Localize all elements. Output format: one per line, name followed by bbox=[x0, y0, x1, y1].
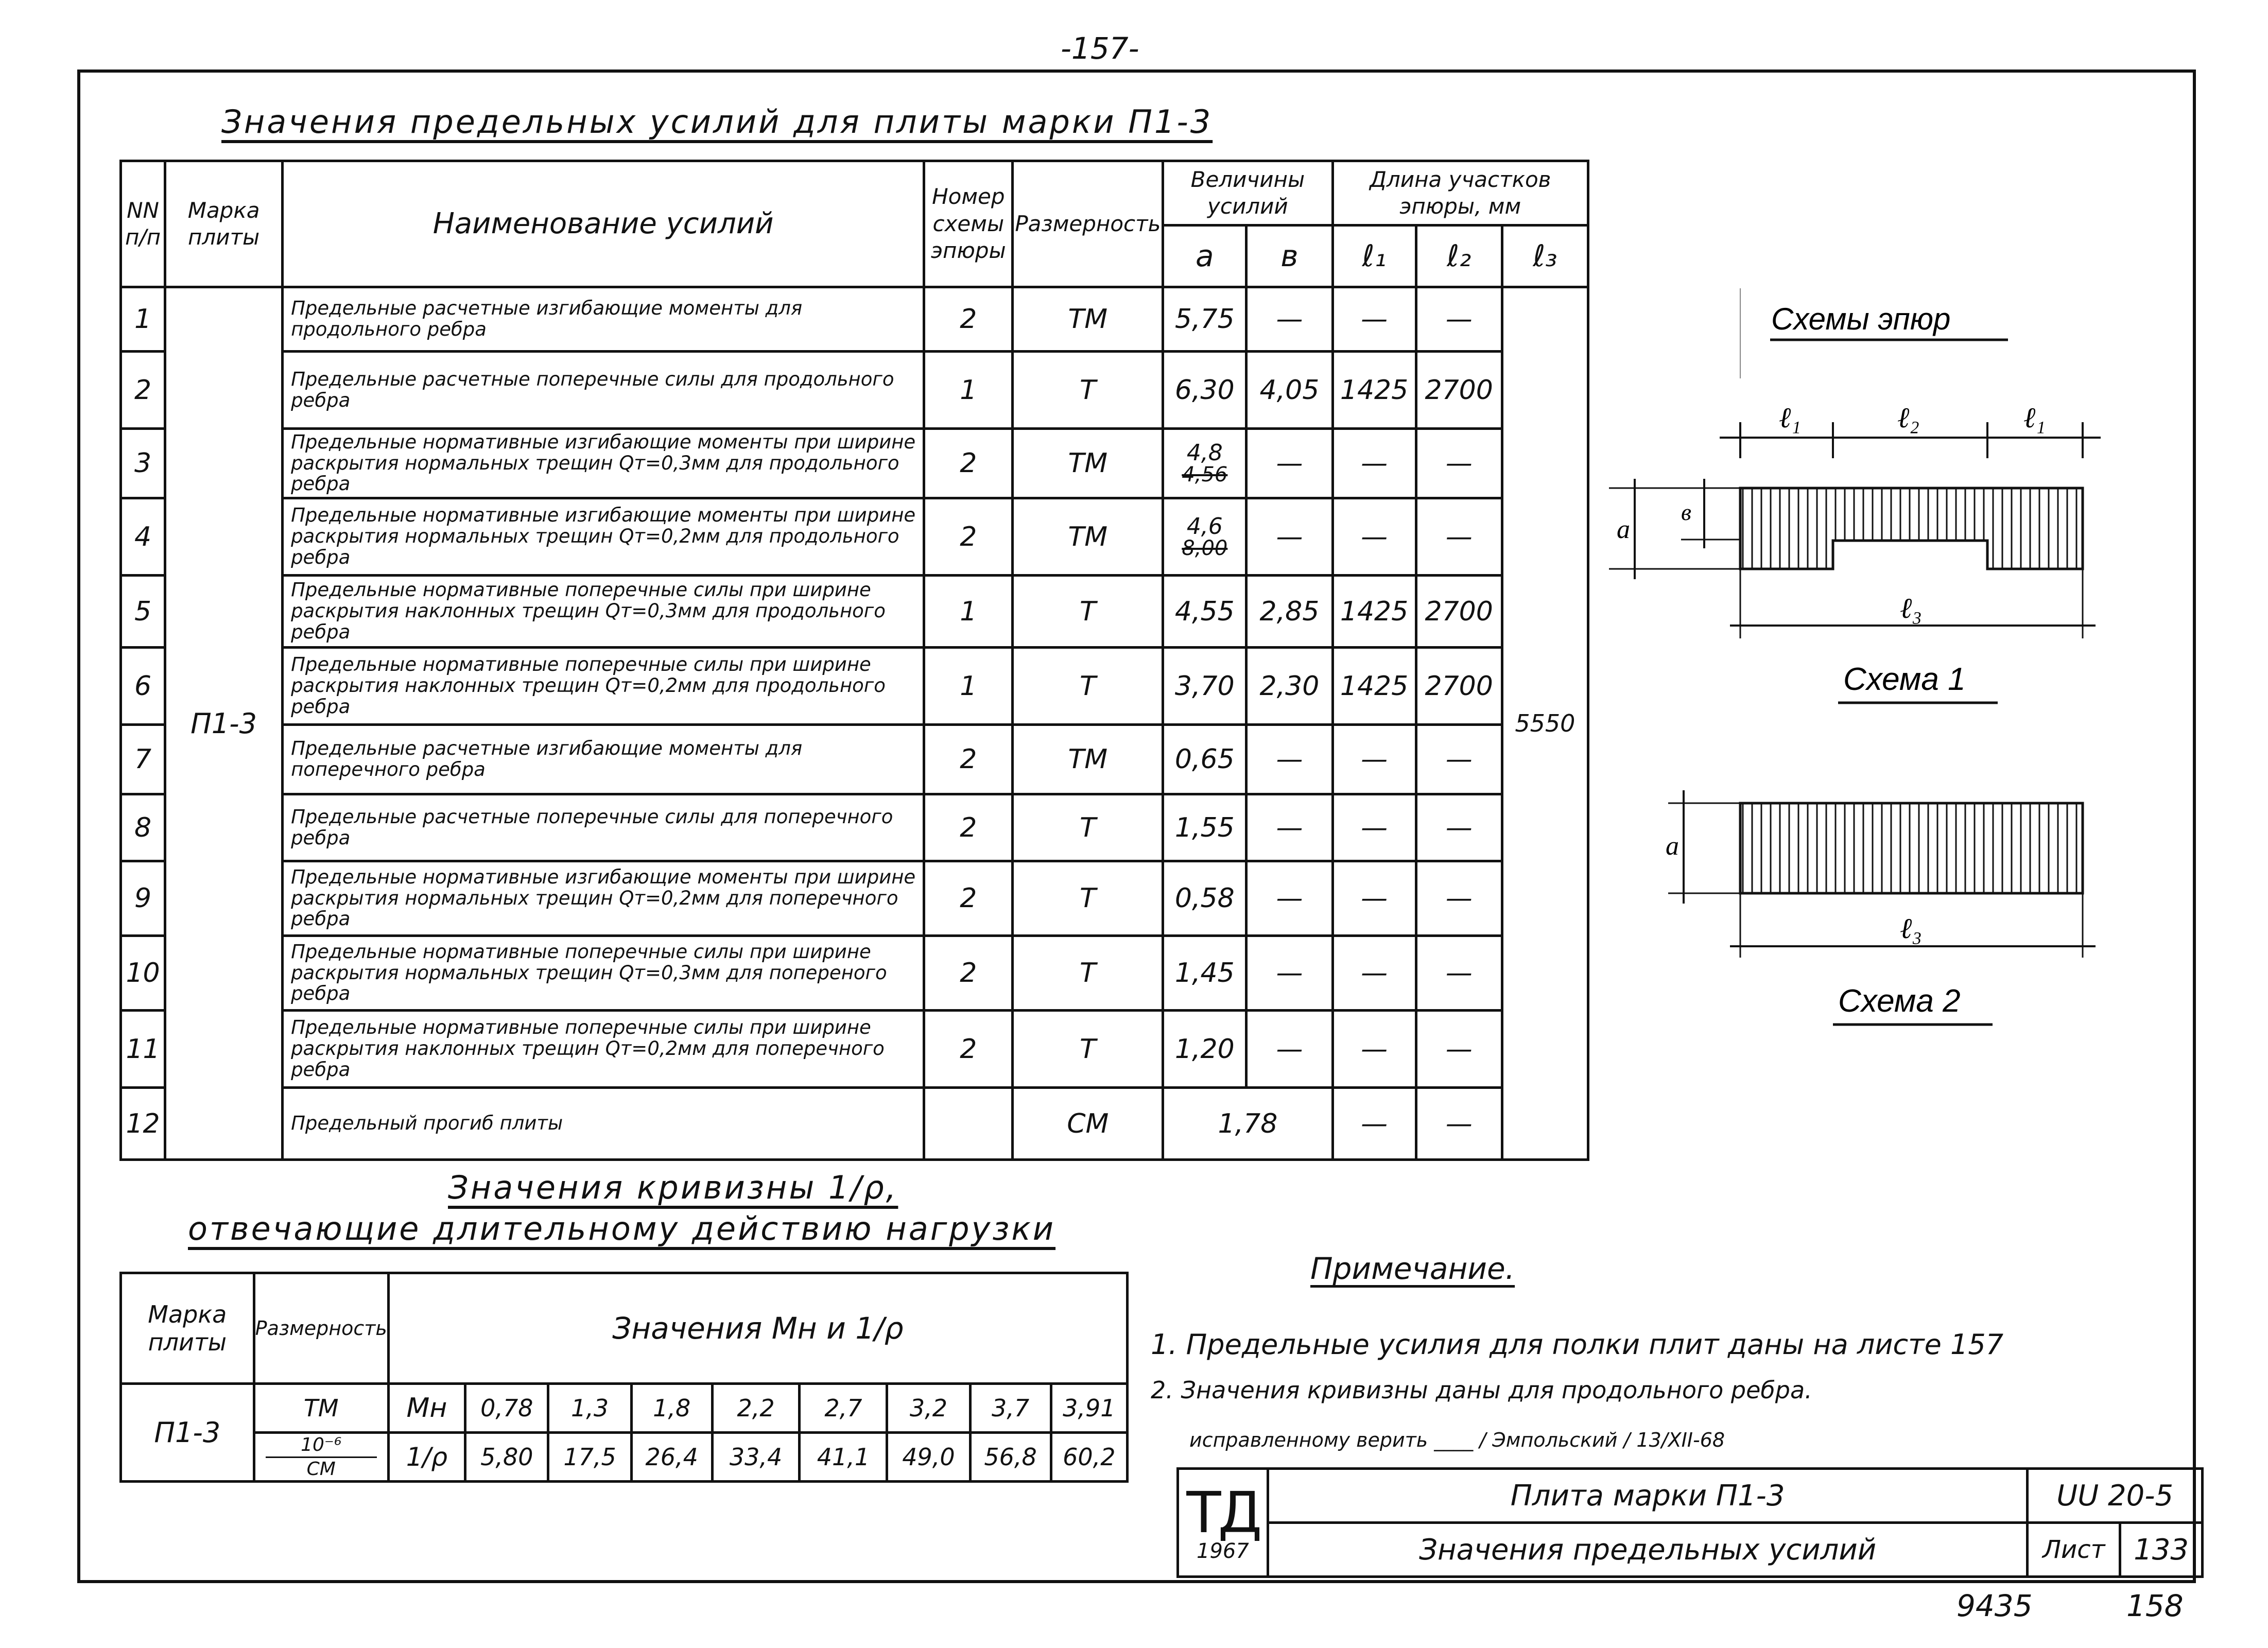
dimension: ТМ bbox=[1013, 429, 1163, 498]
curvature-table bbox=[119, 1272, 1129, 1483]
value-a: 1,55 bbox=[1163, 794, 1246, 861]
col-lengths-group: Длина участков эпюры, мм bbox=[1332, 161, 1588, 225]
scheme-2 bbox=[1666, 790, 2096, 1025]
col-scheme: Номер схемы эпюры bbox=[924, 161, 1013, 287]
stamp-code: UU 20-5 bbox=[2028, 1469, 2203, 1523]
value-a: 3,70 bbox=[1163, 648, 1246, 725]
table-row bbox=[121, 794, 1588, 861]
svg-text:a: a bbox=[1617, 515, 1630, 544]
length-l2: — bbox=[1416, 287, 1502, 352]
col-mark: Марка плиты bbox=[165, 161, 283, 287]
scheme-number: 2 bbox=[924, 936, 1013, 1011]
length-l1: — bbox=[1332, 287, 1416, 352]
dimension: Т bbox=[1013, 352, 1163, 429]
row-number: 1 bbox=[121, 287, 165, 352]
plate-mark-cell: П1-3 bbox=[165, 287, 283, 1160]
scheme-number: 2 bbox=[924, 794, 1013, 861]
length-l1: — bbox=[1332, 429, 1416, 498]
t2-dim-header: Размерность bbox=[254, 1273, 388, 1384]
value-b: — bbox=[1246, 429, 1332, 498]
length-l3: 5550 bbox=[1502, 287, 1588, 1160]
t2-mark-header: Марка плиты bbox=[121, 1273, 254, 1384]
length-l2: — bbox=[1416, 498, 1502, 576]
value-b: — bbox=[1246, 1011, 1332, 1088]
length-l1: — bbox=[1332, 794, 1416, 861]
curvature-value: 49,0 bbox=[887, 1433, 970, 1482]
length-l2: — bbox=[1416, 429, 1502, 498]
col-l1: ℓ₁ bbox=[1332, 225, 1416, 287]
col-b: в bbox=[1246, 225, 1332, 287]
scheme-number: 1 bbox=[924, 352, 1013, 429]
force-name: Предельные расчетные изгибающие моменты для поперечного ребра bbox=[283, 725, 924, 794]
dimension: Т bbox=[1013, 936, 1163, 1011]
svg-text:a: a bbox=[1666, 831, 1679, 861]
row-number: 10 bbox=[121, 936, 165, 1011]
row-number: 11 bbox=[121, 1011, 165, 1088]
col-a: a bbox=[1163, 225, 1246, 287]
table-row bbox=[121, 1088, 1588, 1160]
scheme-number: 2 bbox=[924, 498, 1013, 576]
stamp-title2: Значения предельных усилий bbox=[1268, 1523, 2028, 1577]
curvature-value: 60,2 bbox=[1051, 1433, 1127, 1482]
notes-list bbox=[1151, 1321, 2003, 1411]
limit-forces-table bbox=[119, 160, 1589, 1161]
svg-text:ℓ₂: ℓ₂ bbox=[1897, 402, 1919, 434]
row-number: 6 bbox=[121, 648, 165, 725]
row-number: 3 bbox=[121, 429, 165, 498]
note-1: 1. Предельные усилия для полки плит даны на листе 157 bbox=[1151, 1328, 2004, 1361]
table-row bbox=[121, 648, 1588, 725]
length-l1: 1425 bbox=[1332, 648, 1416, 725]
table-row bbox=[121, 352, 1588, 429]
stamp-sheet-label: Лист bbox=[2028, 1523, 2120, 1577]
table-row bbox=[121, 725, 1588, 794]
dimension: СМ bbox=[1013, 1088, 1163, 1160]
schemes-diagram bbox=[1581, 288, 2188, 1061]
value-b: 2,30 bbox=[1246, 648, 1332, 725]
force-name: Предельные нормативные изгибающие моменты при ширине раскрытия нормальных трещин Qт=0,3мм для продольного ребра bbox=[283, 429, 924, 498]
note-2: 2. Значения кривизны даны для продольного ребра. bbox=[1151, 1376, 1812, 1404]
length-l2: — bbox=[1416, 1011, 1502, 1088]
curvature-value: 41,1 bbox=[800, 1433, 887, 1482]
row-number: 2 bbox=[121, 352, 165, 429]
length-l2: — bbox=[1416, 1088, 1502, 1160]
title-block bbox=[1176, 1467, 2204, 1578]
table-row bbox=[121, 1011, 1588, 1088]
stamp-title1: Плита марки П1-3 bbox=[1268, 1469, 2028, 1523]
table-row bbox=[121, 287, 1588, 352]
length-l1: — bbox=[1332, 1088, 1416, 1160]
length-l2: 2700 bbox=[1416, 576, 1502, 648]
value-a: 6,30 bbox=[1163, 352, 1246, 429]
svg-text:ℓ₃: ℓ₃ bbox=[1900, 593, 1922, 624]
deflection-value: 1,78 bbox=[1163, 1088, 1332, 1160]
mn-value: 2,2 bbox=[712, 1384, 800, 1433]
force-name: Предельный прогиб плиты bbox=[283, 1088, 924, 1160]
length-l2: — bbox=[1416, 861, 1502, 936]
table-row bbox=[121, 576, 1588, 648]
value-b: 4,05 bbox=[1246, 352, 1332, 429]
value-b: — bbox=[1246, 725, 1332, 794]
row-number: 7 bbox=[121, 725, 165, 794]
bottom-left-number: 9435 bbox=[1957, 1588, 2033, 1623]
value-a: 1,20 bbox=[1163, 1011, 1246, 1088]
scheme-1 bbox=[1609, 288, 2101, 824]
col-nn: NN п/п bbox=[121, 161, 165, 287]
scheme2-label: Схема 2 bbox=[1838, 983, 1961, 1019]
table-row bbox=[121, 861, 1588, 936]
svg-text:ℓ₁: ℓ₁ bbox=[2023, 402, 2046, 434]
value-a: 0,65 bbox=[1163, 725, 1246, 794]
length-l1: — bbox=[1332, 1011, 1416, 1088]
dimension: ТМ bbox=[1013, 287, 1163, 352]
value-a: 4,55 bbox=[1163, 576, 1246, 648]
stamp-logo: ТД 1967 bbox=[1178, 1469, 1268, 1577]
dimension: Т bbox=[1013, 794, 1163, 861]
table-title: Значения предельных усилий для плиты марки П1-3 bbox=[221, 103, 1213, 141]
table-row bbox=[121, 936, 1588, 1011]
length-l1: — bbox=[1332, 498, 1416, 576]
table-row bbox=[121, 429, 1588, 498]
col-values-group: Величины усилий bbox=[1163, 161, 1332, 225]
value-a bbox=[1163, 498, 1246, 576]
mn-value: 2,7 bbox=[800, 1384, 887, 1433]
mn-value: 0,78 bbox=[465, 1384, 548, 1433]
length-l2: — bbox=[1416, 794, 1502, 861]
value-b: — bbox=[1246, 936, 1332, 1011]
svg-text:в: в bbox=[1681, 499, 1691, 525]
length-l1: — bbox=[1332, 725, 1416, 794]
force-name: Предельные нормативные поперечные силы при ширине раскрытия наклонных трещин Qт=0,2мм для продольного ребра bbox=[283, 648, 924, 725]
table-row bbox=[121, 498, 1588, 576]
value-a: 1,45 bbox=[1163, 936, 1246, 1011]
length-l1: — bbox=[1332, 861, 1416, 936]
t2-row2-label: 1/ρ bbox=[388, 1433, 465, 1482]
col-name: Наименование усилий bbox=[283, 161, 924, 287]
notes-title: Примечание. bbox=[1310, 1251, 1515, 1286]
length-l2: — bbox=[1416, 725, 1502, 794]
mn-value: 1,3 bbox=[548, 1384, 631, 1433]
row-number: 4 bbox=[121, 498, 165, 576]
length-l2: 2700 bbox=[1416, 352, 1502, 429]
schemes-title: Схемы эпюр bbox=[1771, 302, 1951, 336]
force-name: Предельные расчетные поперечные силы для поперечного ребра bbox=[283, 794, 924, 861]
length-l2: 2700 bbox=[1416, 648, 1502, 725]
value-b: — bbox=[1246, 498, 1332, 576]
correction-note: исправленному верить ____ / Эмпольский / 13/XII-68 bbox=[1189, 1429, 1725, 1451]
curvature-value: 26,4 bbox=[631, 1433, 712, 1482]
dimension: Т bbox=[1013, 576, 1163, 648]
bottom-right-number: 158 bbox=[2126, 1588, 2184, 1623]
scheme-number: 1 bbox=[924, 576, 1013, 648]
scheme-number: 2 bbox=[924, 861, 1013, 936]
scheme1-label: Схема 1 bbox=[1843, 662, 1966, 697]
value-a-struck: 4,56 bbox=[1182, 463, 1228, 487]
svg-text:ℓ₁: ℓ₁ bbox=[1779, 402, 1801, 434]
page-mark-top: -157- bbox=[1061, 31, 1139, 66]
value-a: 5,75 bbox=[1163, 287, 1246, 352]
scheme-number: 2 bbox=[924, 725, 1013, 794]
scheme-number: 2 bbox=[924, 429, 1013, 498]
curvature-value: 17,5 bbox=[548, 1433, 631, 1482]
dimension: ТМ bbox=[1013, 498, 1163, 576]
dimension: Т bbox=[1013, 861, 1163, 936]
value-a-corrected: 4,6 bbox=[1186, 513, 1223, 540]
scheme-number bbox=[924, 1088, 1013, 1160]
value-a: 0,58 bbox=[1163, 861, 1246, 936]
t2-values-header: Значения Mн и 1/ρ bbox=[388, 1273, 1127, 1384]
value-b: — bbox=[1246, 794, 1332, 861]
force-name: Предельные нормативные изгибающие моменты при ширине раскрытия нормальных трещин Qт=0,2мм для продольного ребра bbox=[283, 498, 924, 576]
length-l1: — bbox=[1332, 936, 1416, 1011]
curvature-value: 5,80 bbox=[465, 1433, 548, 1482]
force-name: Предельные расчетные изгибающие моменты для продольного ребра bbox=[283, 287, 924, 352]
force-name: Предельные нормативные поперечные силы при ширине раскрытия наклонных трещин Qт=0,3мм для продольного ребра bbox=[283, 576, 924, 648]
dimension: Т bbox=[1013, 1011, 1163, 1088]
svg-text:ℓ₃: ℓ₃ bbox=[1900, 913, 1922, 945]
row-number: 9 bbox=[121, 861, 165, 936]
dimension: ТМ bbox=[1013, 725, 1163, 794]
row-number: 8 bbox=[121, 794, 165, 861]
t2-row1-label: Mн bbox=[388, 1384, 465, 1433]
force-name: Предельные расчетные поперечные силы для продольного ребра bbox=[283, 352, 924, 429]
row-number: 5 bbox=[121, 576, 165, 648]
t2-dim-bottom: 10⁻⁶ СМ bbox=[254, 1433, 388, 1482]
col-dim: Размерность bbox=[1013, 161, 1163, 287]
value-b: — bbox=[1246, 287, 1332, 352]
row-number: 12 bbox=[121, 1088, 165, 1160]
value-b: 2,85 bbox=[1246, 576, 1332, 648]
scheme-number: 2 bbox=[924, 1011, 1013, 1088]
stamp-sheet-no: 133 bbox=[2120, 1523, 2203, 1577]
scheme-number: 2 bbox=[924, 287, 1013, 352]
col-l3: ℓ₃ bbox=[1502, 225, 1588, 287]
force-name: Предельные нормативные изгибающие моменты при ширине раскрытия нормальных трещин Qт=0,2мм для поперечного ребра bbox=[283, 861, 924, 936]
curvature-title-2: отвечающие длительному действию нагрузки bbox=[188, 1210, 1056, 1247]
mn-value: 3,7 bbox=[970, 1384, 1051, 1433]
length-l1: 1425 bbox=[1332, 352, 1416, 429]
value-a-corrected: 4,8 bbox=[1186, 440, 1223, 466]
t2-mark: П1-3 bbox=[121, 1384, 254, 1482]
value-b: — bbox=[1246, 861, 1332, 936]
length-l1: 1425 bbox=[1332, 576, 1416, 648]
length-l2: — bbox=[1416, 936, 1502, 1011]
curvature-title-1: Значения кривизны 1/ρ, bbox=[448, 1169, 898, 1206]
value-a-struck: 8,00 bbox=[1182, 536, 1228, 560]
curvature-value: 56,8 bbox=[970, 1433, 1051, 1482]
value-a bbox=[1163, 429, 1246, 498]
t2-dim-top: ТМ bbox=[254, 1384, 388, 1433]
dimension: Т bbox=[1013, 648, 1163, 725]
force-name: Предельные нормативные поперечные силы при ширине раскрытия нормальных трещин Qт=0,3мм для попереного ребра bbox=[283, 936, 924, 1011]
mn-value: 3,2 bbox=[887, 1384, 970, 1433]
force-name: Предельные нормативные поперечные силы при ширине раскрытия наклонных трещин Qт=0,2мм для поперечного ребра bbox=[283, 1011, 924, 1088]
mn-value: 1,8 bbox=[631, 1384, 712, 1433]
curvature-value: 33,4 bbox=[712, 1433, 800, 1482]
scheme-number: 1 bbox=[924, 648, 1013, 725]
col-l2: ℓ₂ bbox=[1416, 225, 1502, 287]
mn-value: 3,91 bbox=[1051, 1384, 1127, 1433]
